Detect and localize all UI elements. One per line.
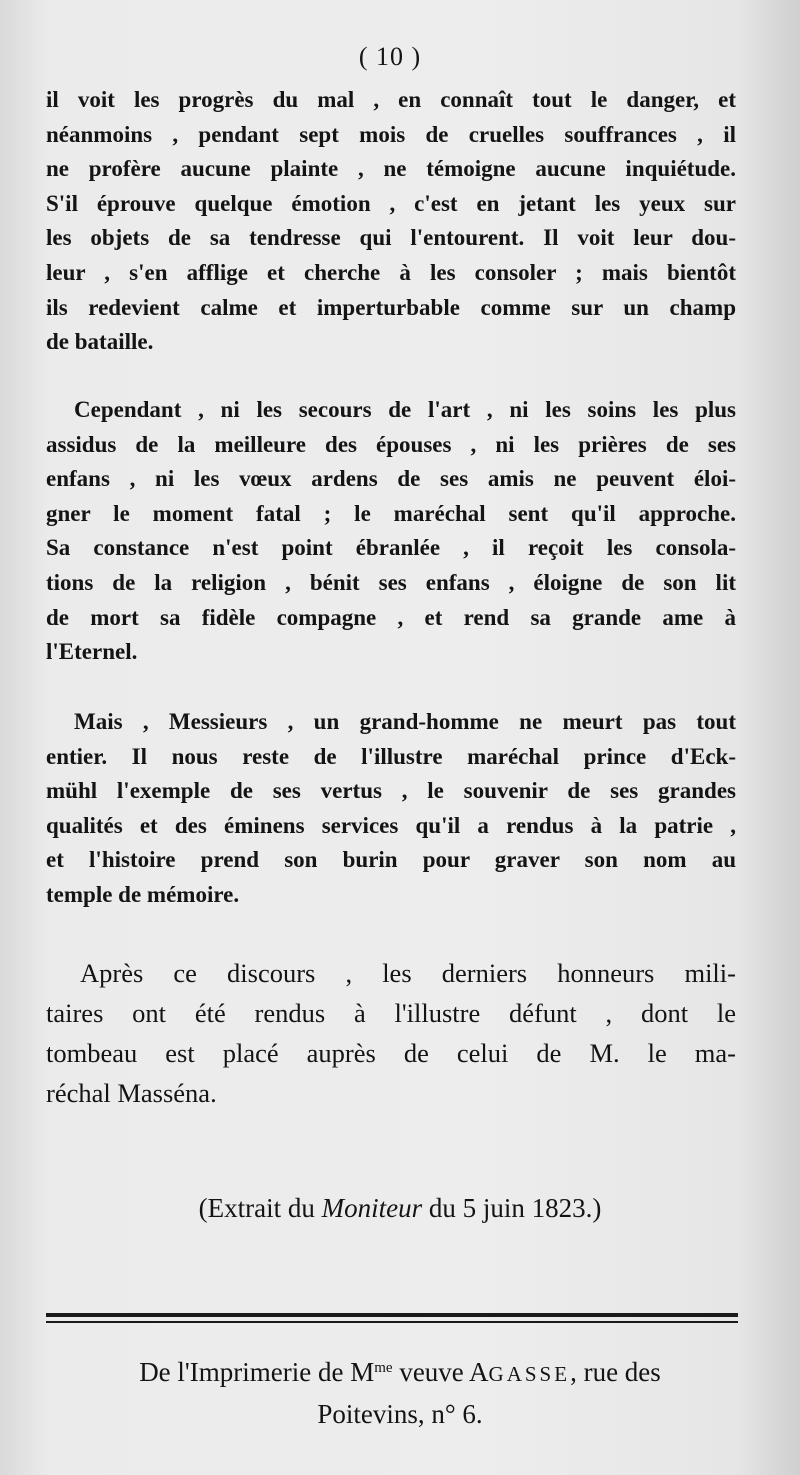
paragraph-3 — [46, 705, 736, 913]
text-line: assidus de la meilleure des épouses , ni les prières de ses — [46, 431, 736, 457]
text-line: et l'histoire prend son burin pour graver son nom au — [46, 847, 736, 873]
paragraph-2 — [46, 393, 736, 670]
imprint-text: , rue des — [570, 1357, 661, 1387]
imprint-superscript: me — [374, 1360, 393, 1376]
printer-name-rest: GASSE — [488, 1362, 571, 1386]
text-line: Sa constance n'est point ébranlée , il reçoit les consola- — [46, 535, 736, 561]
divider-rule-thick — [46, 1313, 738, 1317]
text-line: enfans , ni les vœux ardens de ses amis ne peuvent éloi- — [46, 466, 736, 492]
text-line: ils redevient calme et imperturbable comme sur un champ — [46, 294, 736, 320]
imprint-text: veuve — [392, 1357, 470, 1387]
text-line: S'il éprouve quelque émotion , c'est en jetant les yeux sur — [46, 190, 736, 216]
citation-prefix: (Extrait du — [198, 1193, 322, 1223]
text-line: réchal Masséna. — [46, 1078, 217, 1108]
text-line: Mais , Messieurs , un grand-homme ne meurt pas tout — [74, 709, 736, 734]
text-line: de mort sa fidèle compagne , et rend sa grande ame à — [46, 604, 736, 630]
text-line: néanmoins , pendant sept mois de cruelles souffrances , il — [46, 121, 736, 147]
text-line: Après ce discours , les derniers honneurs mili- — [80, 958, 736, 988]
printer-imprint — [0, 1348, 800, 1434]
text-line: qualités et des éminens services qu'il a rendus à la patrie , — [46, 812, 736, 838]
text-line: de bataille. — [46, 329, 154, 355]
source-citation — [0, 1188, 800, 1228]
imprint-line-1 — [0, 1348, 800, 1394]
text-line: entier. Il nous reste de l'illustre maréchal prince d'Eck- — [46, 743, 736, 769]
text-line: Cependant , ni les secours de l'art , ni les soins les plus — [74, 397, 736, 422]
text-line: les objets de sa tendresse qui l'entourent. Il voit leur dou- — [46, 225, 736, 251]
printer-name-initial: A — [469, 1357, 489, 1387]
citation-source-title: Moniteur — [321, 1193, 423, 1223]
text-line: tions de la religion , bénit ses enfans , éloigne de son lit — [46, 569, 736, 595]
page-number: ( 10 ) — [358, 42, 422, 71]
text-line: taires ont été rendus à l'illustre défunt , dont le — [46, 998, 736, 1028]
text-line: il voit les progrès du mal , en connaît tout le danger, et — [46, 87, 736, 112]
paragraph-4 — [46, 953, 736, 1113]
text-line: mühl l'exemple de ses vertus , le souvenir de ses grandes — [46, 778, 736, 804]
text-line: leur , s'en afflige et cherche à les consoler ; mais bientôt — [46, 259, 736, 285]
text-line: temple de mémoire. — [46, 881, 240, 907]
imprint-text: De l'Imprimerie de M — [139, 1357, 375, 1387]
citation-date: du 5 juin 1823.) — [422, 1193, 602, 1223]
text-line: ne profère aucune plainte , ne témoigne aucune inquiétude. — [46, 156, 736, 182]
divider-rule-thin — [46, 1321, 738, 1323]
imprint-line-2: Poitevins, n° 6. — [317, 1399, 483, 1429]
text-line: gner le moment fatal ; le maréchal sent qu'il approche. — [46, 500, 736, 526]
text-line: tombeau est placé auprès de celui de M. le ma- — [46, 1038, 736, 1068]
text-line: l'Eternel. — [46, 639, 138, 665]
paragraph-1 — [46, 83, 736, 360]
